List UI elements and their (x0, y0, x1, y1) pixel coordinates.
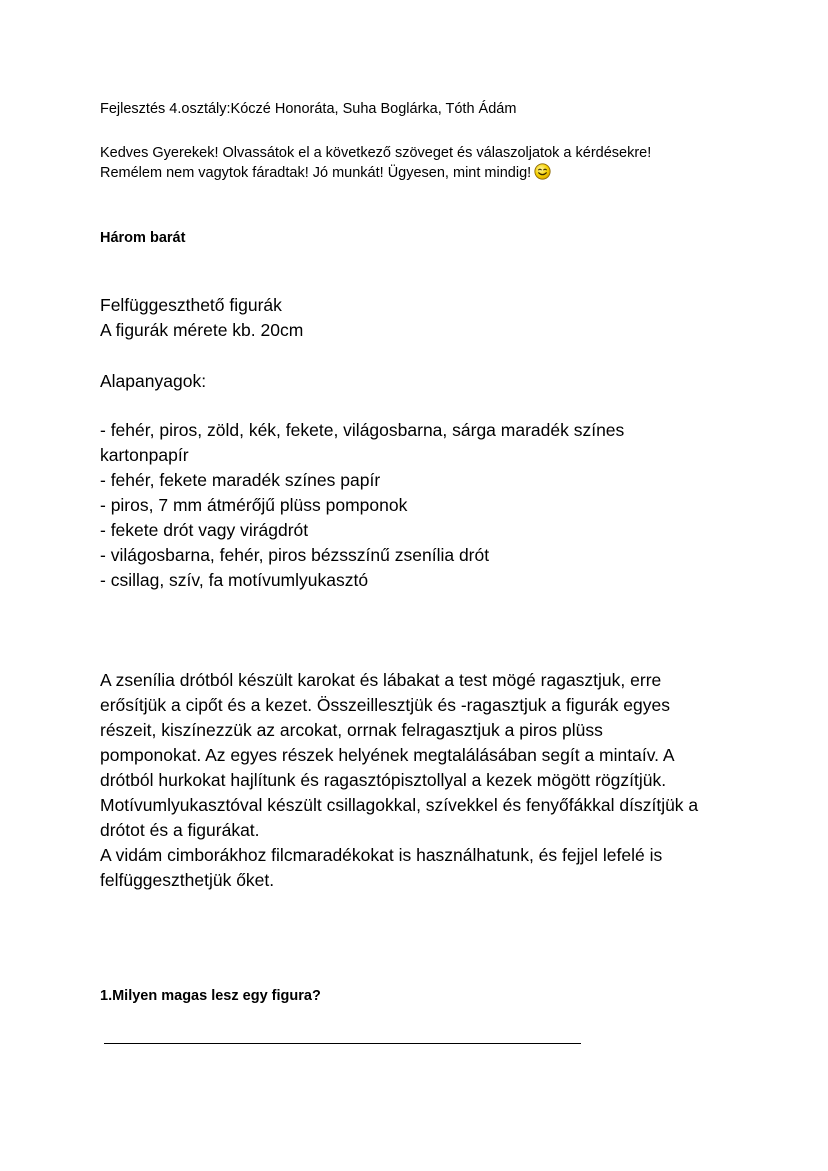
intro-line-2 (100, 163, 551, 183)
instructions-line: A zsenília drótból készült karokat és lábakat a test mögé ragasztjuk, erre (100, 670, 662, 690)
materials-item: - fehér, piros, zöld, kék, fekete, világosbarna, sárga maradék színes (100, 420, 625, 440)
materials-item: - fekete drót vagy virágdrót (100, 520, 309, 540)
instructions-line: felfüggeszthetjük őket. (100, 870, 275, 890)
header-line: Fejlesztés 4.osztály:Kóczé Honoráta, Suha Boglárka, Tóth Ádám (100, 101, 517, 117)
answer-line[interactable] (104, 1043, 581, 1044)
instructions-line: drótot és a figurákat. (100, 820, 260, 840)
intro-line-1: Kedves Gyerekek! Olvassátok el a következő szöveget és válaszoljatok a kérdésekre! (100, 145, 652, 161)
materials-item: - piros, 7 mm átmérőjű plüss pomponok (100, 495, 408, 515)
materials-item: - csillag, szív, fa motívumlyukasztó (100, 570, 369, 590)
smiley-icon (534, 163, 551, 180)
materials-heading: Alapanyagok: (100, 371, 207, 391)
instructions-line: részeit, kiszínezzük az arcokat, orrnak felragasztjuk a piros plüss (100, 720, 603, 740)
instructions-line: pomponokat. Az egyes részek helyének megtalálásában segít a mintaív. A (100, 745, 675, 765)
question-1: 1.Milyen magas lesz egy figura? (100, 988, 321, 1004)
materials-item: kartonpapír (100, 445, 189, 465)
instructions-line: drótból hurkokat hajlítunk és ragasztópisztollyal a kezek mögött rögzítjük. (100, 770, 667, 790)
materials-item: - világosbarna, fehér, piros bézsszínű zsenília drót (100, 545, 490, 565)
instructions-line: A vidám cimborákhoz filcmaradékokat is használhatunk, és fejjel lefelé is (100, 845, 663, 865)
instructions-line: erősítjük a cipőt és a kezet. Összeillesztjük és -ragasztjuk a figurák egyes (100, 695, 670, 715)
instructions-line: Motívumlyukasztóval készült csillagokkal, szívekkel és fenyőfákkal díszítjük a (100, 795, 699, 815)
subtitle-line-2: A figurák mérete kb. 20cm (100, 320, 304, 340)
page-title: Három barát (100, 230, 186, 246)
materials-item: - fehér, fekete maradék színes papír (100, 470, 381, 490)
subtitle-line-1: Felfüggeszthető figurák (100, 295, 282, 315)
intro-line-2-text: Remélem nem vagytok fáradtak! Jó munkát! Ügyesen, mint mindig! (100, 165, 532, 181)
